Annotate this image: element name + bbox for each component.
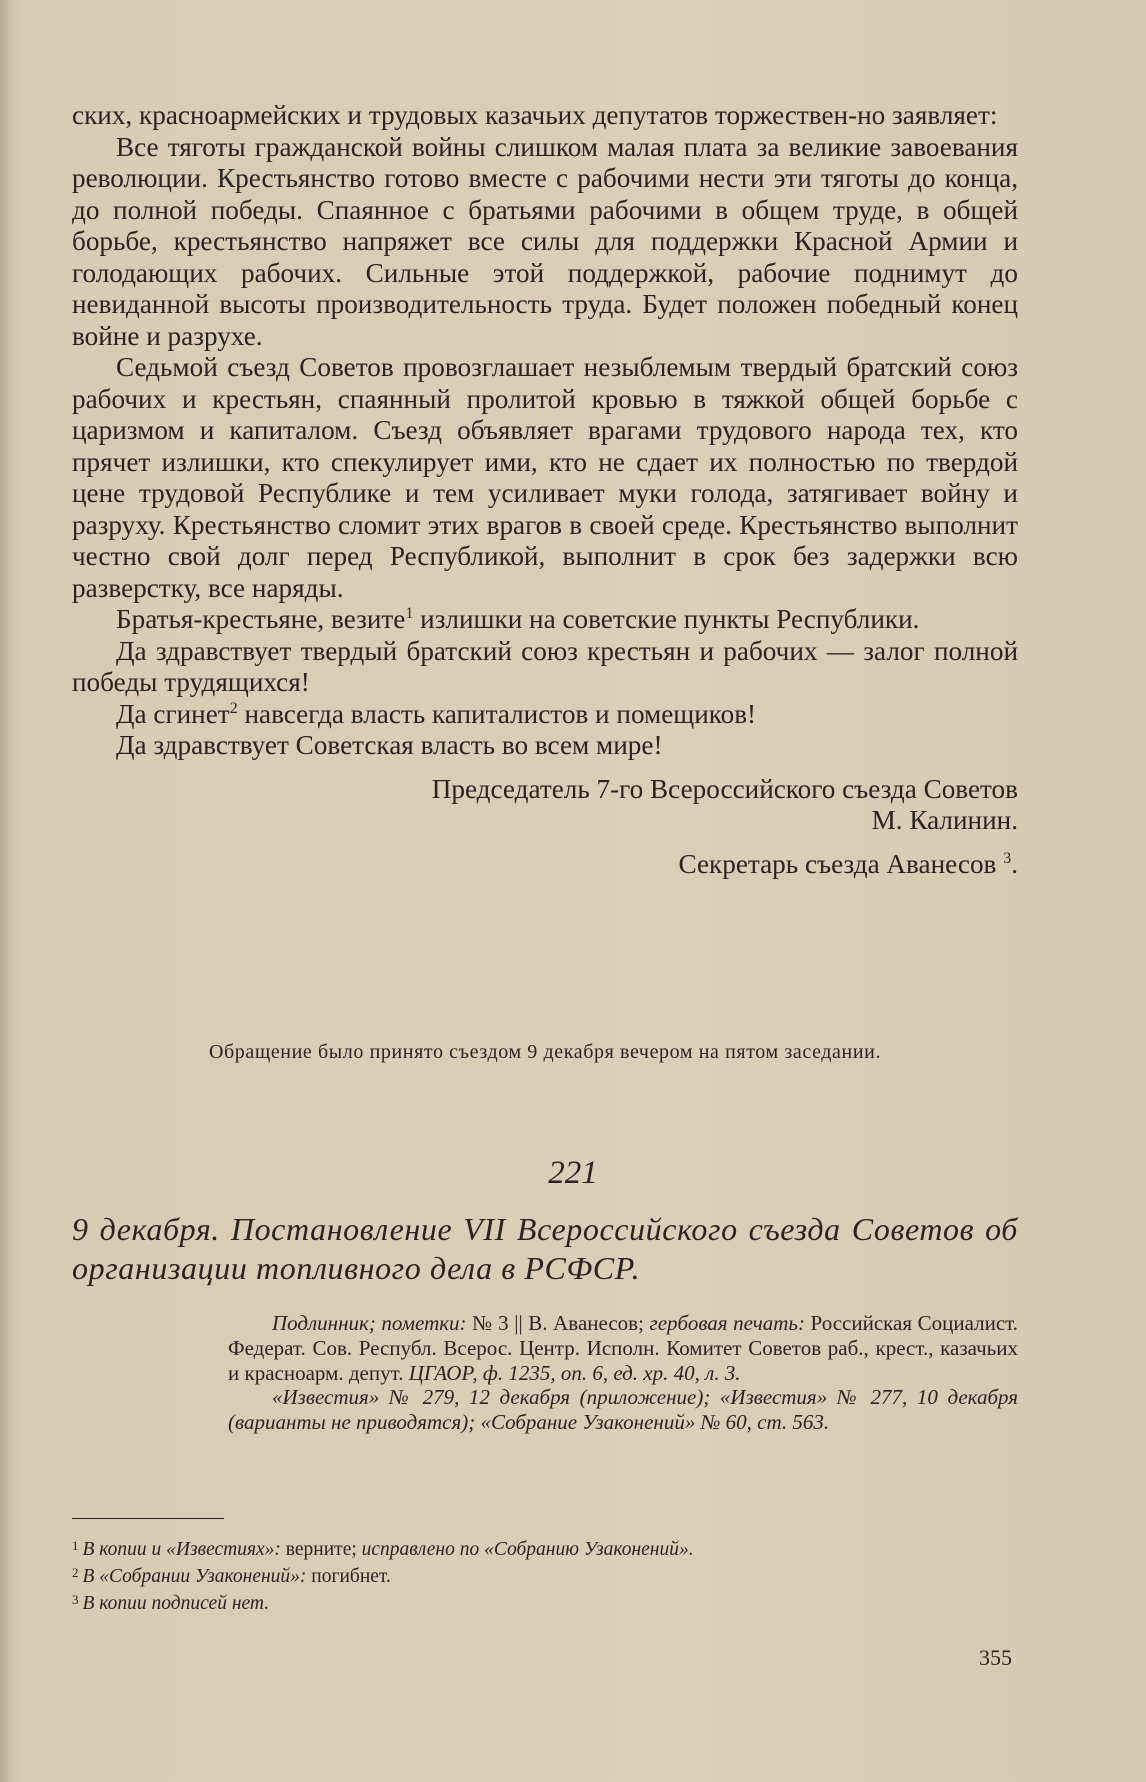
paragraph-long-live-power: Да здравствует Советская власть во всем мире! xyxy=(116,730,663,760)
footnote-2-a: В «Собрании Узаконений»: xyxy=(82,1566,307,1587)
footnote-3 xyxy=(72,1588,1018,1616)
footnote-2-marker: 2 xyxy=(72,1565,79,1580)
paragraph-intro: ских, красноармейских и трудовых казачьих депутатов торжествен-но заявляет: xyxy=(72,100,998,130)
brothers-text-b: излишки на советские пункты Республики. xyxy=(413,604,920,634)
secretary-text: Секретарь съезда Аванесов xyxy=(678,848,997,879)
paragraph-long-live-union: Да здравствует твердый братский союз крестьян и рабочих — залог полной победы трудящихся! xyxy=(72,635,1018,697)
source-marks: № 3 || В. Аванесов; xyxy=(466,1311,650,1335)
perish-text-b: навсегда власть капиталистов и помещиков! xyxy=(237,698,757,729)
footnote-divider xyxy=(72,1518,224,1519)
paragraph-civil-war: Все тяготы гражданской войны слишком малая плата за великие завоевания революции. Крестьянство готово вместе с рабочими нести эти тяготы до конца, до полной победы. Спаянное с братьями рабочими в общем труде, в общей борьбе, крестьянство напряжет все силы для поддержки Красной Армии и голодающих рабочих. Сильные этой поддержкой, рабочие поднимут до невиданной высоты производительность труда. Будет положен победный конец войне и разрухе. xyxy=(72,131,1018,351)
signature-secretary xyxy=(72,849,1018,881)
footnote-1-a: В копии и «Известиях»: xyxy=(82,1539,281,1560)
signature-chair: Председатель 7-го Всероссийского съезда Советов xyxy=(431,773,1018,804)
footnote-1-marker: 1 xyxy=(72,1538,79,1553)
footnote-ref-3: 3 xyxy=(1003,849,1012,867)
perish-text-a: Да сгинет xyxy=(116,698,230,729)
document-heading: 9 декабря. Постановление VII Всероссийского съезда Советов об организации топливного дела в РСФСР. xyxy=(72,1211,1018,1286)
paragraph-brothers xyxy=(72,604,1018,636)
footnote-1-c: исправлено по «Собранию Узаконений». xyxy=(361,1539,694,1560)
secretary-end: . xyxy=(1011,848,1018,879)
footnote-ref-1: 1 xyxy=(405,605,414,622)
brothers-text-a: Братья-крестьяне, везите xyxy=(116,604,406,634)
signature-name: М. Калинин. xyxy=(871,805,1018,835)
footnote-1-b: верните; xyxy=(280,1539,362,1560)
source-publications: «Известия» № 279, 12 декабря (приложение); «Известия» № 277, 10 декабря (варианты не приводятся); «Собрание Узаконений» № 60, ст. 563. xyxy=(228,1385,1018,1435)
paragraph-perish xyxy=(72,699,1018,731)
source-original xyxy=(228,1311,1018,1385)
footnote-ref-2: 2 xyxy=(229,699,238,717)
source-seal-text: Российская Социалист. Федерат. Сов. Республ. Всерос. Центр. Исполн. Комитет Советов раб., крест., казачьих и красноарм. депут. xyxy=(228,1311,1019,1385)
paragraph-seventh-congress: Седьмой съезд Советов провозглашает незыблемым твердый братский союз рабочих и крестьян, спаянный пролитой кровью в тяжкой общей борьбе с царизмом и капиталом. Съезд объявляет врагами трудового народа тех, кто прячет излишки, кто спекулирует ими, кто не сдает их полностью по твердой цене трудовой Республике и тем усиливает муки голода, затягивает войну и разруху. Крестьянство сломит этих врагов в своей среде. Крестьянство выполнит честно свой долг перед Республикой, выполнит в срок без задержки всю разверстку, все наряды. xyxy=(72,352,1018,603)
document-number: 221 xyxy=(548,1155,598,1191)
source-note xyxy=(228,1311,1018,1435)
footnote-2 xyxy=(72,1561,1018,1589)
source-label-seal: гербовая печать: xyxy=(649,1311,805,1335)
footnote-3-text: В копии подписей нет. xyxy=(82,1593,270,1614)
adoption-note: Обращение было принято съездом 9 декабря вечером на пятом заседании. xyxy=(208,1041,882,1063)
source-archive: ЦГАОР, ф. 1235, оп. 6, ед. хр. 40, л. 3. xyxy=(408,1360,741,1385)
footnote-3-marker: 3 xyxy=(72,1592,79,1607)
footnote-2-b: погибнет. xyxy=(306,1566,391,1587)
page-number: 355 xyxy=(979,1645,1012,1670)
appeal-text xyxy=(72,100,1018,880)
source-label-original: Подлинник; пометки: xyxy=(272,1311,467,1335)
footnote-1 xyxy=(72,1534,1018,1562)
